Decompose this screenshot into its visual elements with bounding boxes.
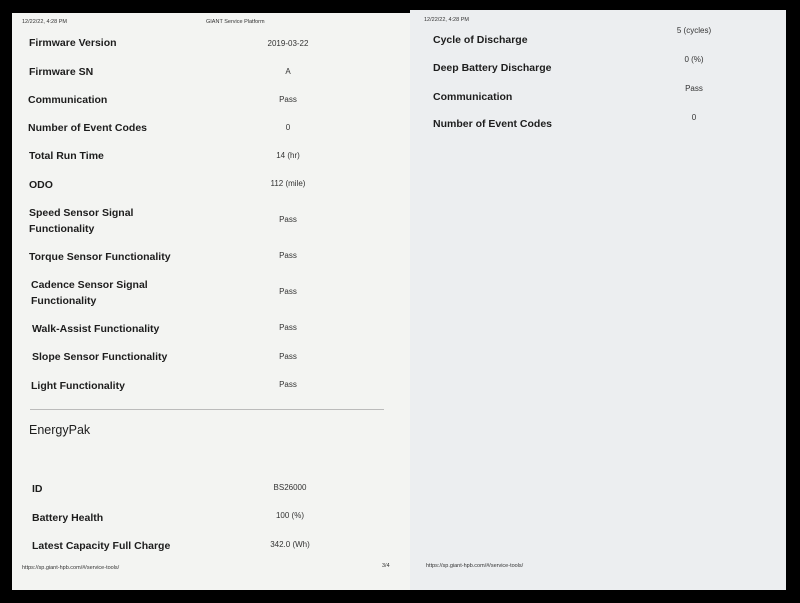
- print-header-title: GIANT Service Platform: [206, 19, 265, 25]
- event-codes-label: Number of Event Codes: [28, 122, 148, 134]
- right-footer-url: https://sp.giant-hpb.com/#/service-tools/: [426, 563, 524, 569]
- right-communication-label: Communication: [433, 91, 513, 103]
- cycle-of-discharge-value: 5 (cycles): [676, 26, 712, 35]
- battery-health-value: 100 (%): [275, 511, 304, 520]
- footer-url: https://sp.giant-hpb.com/#/service-tools/: [22, 565, 120, 571]
- cycle-of-discharge-label: Cycle of Discharge: [433, 34, 528, 46]
- deep-discharge-label: Deep Battery Discharge: [433, 62, 552, 74]
- left-document-page: [12, 13, 410, 590]
- walk-assist-label: Walk-Assist Functionality: [32, 323, 160, 335]
- capacity-label: Latest Capacity Full Charge: [32, 540, 171, 552]
- light-functionality-label: Light Functionality: [31, 380, 125, 392]
- communication-label: Communication: [28, 94, 108, 106]
- total-run-time-label: Total Run Time: [29, 150, 104, 162]
- page-number: 3/4: [382, 563, 390, 569]
- slope-sensor-value: Pass: [279, 352, 297, 361]
- odo-label: ODO: [29, 179, 53, 191]
- cadence-sensor-label: Cadence Sensor Signal Functionality: [31, 279, 148, 307]
- speed-sensor-value: Pass: [279, 215, 297, 224]
- torque-sensor-value: Pass: [279, 251, 297, 260]
- right-print-timestamp: 12/22/22, 4:28 PM: [424, 17, 469, 23]
- firmware-sn-label: Firmware SN: [29, 66, 94, 78]
- event-codes-value: 0: [285, 123, 291, 132]
- print-timestamp: 12/22/22, 4:28 PM: [22, 19, 67, 25]
- speed-sensor-label: Speed Sensor Signal Functionality: [29, 207, 134, 235]
- firmware-sn-value: A: [285, 67, 291, 76]
- firmware-version-value: 2019-03-22: [267, 39, 309, 48]
- battery-id-value: BS26000: [273, 483, 307, 492]
- energypak-section-title: EnergyPak: [29, 423, 91, 437]
- light-functionality-value: Pass: [279, 380, 297, 389]
- right-document-page: [410, 10, 786, 590]
- torque-sensor-label: Torque Sensor Functionality: [29, 251, 171, 263]
- slope-sensor-label: Slope Sensor Functionality: [32, 351, 168, 363]
- walk-assist-value: Pass: [279, 323, 297, 332]
- battery-health-label: Battery Health: [32, 512, 104, 524]
- right-communication-value: Pass: [685, 84, 703, 93]
- communication-value: Pass: [279, 95, 297, 104]
- battery-id-label: ID: [32, 483, 43, 495]
- total-run-time-value: 14 (hr): [276, 151, 300, 160]
- firmware-version-label: Firmware Version: [29, 37, 117, 49]
- capacity-value: 342.0 (Wh): [270, 540, 310, 549]
- deep-discharge-value: 0 (%): [684, 55, 704, 64]
- right-event-codes-label: Number of Event Codes: [433, 118, 553, 130]
- cadence-sensor-value: Pass: [279, 287, 297, 296]
- odo-value: 112 (mile): [270, 179, 306, 188]
- right-event-codes-value: 0: [691, 113, 697, 122]
- section-divider: [30, 409, 384, 410]
